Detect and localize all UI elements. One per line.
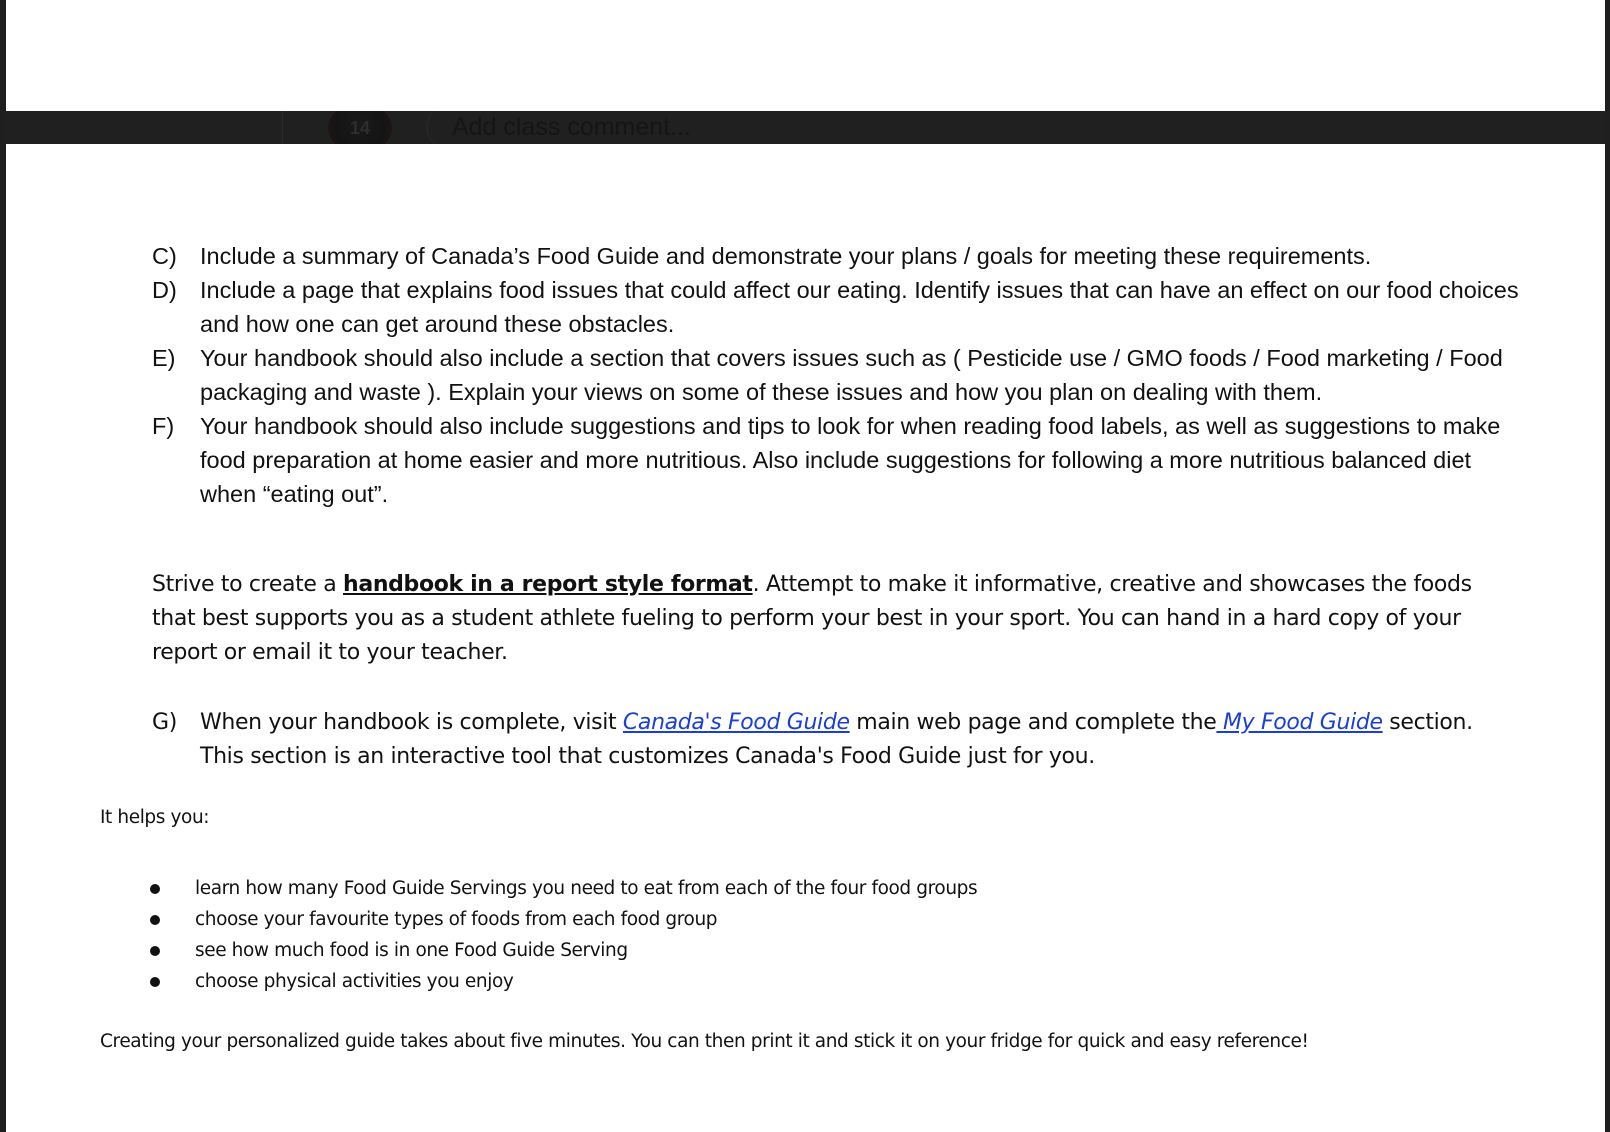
list-item-g <box>152 706 1512 774</box>
item-text <box>200 706 1512 774</box>
bullet-item <box>144 873 1144 904</box>
bullet-icon <box>150 977 160 987</box>
my-food-guide-link[interactable]: My Food Guide <box>1216 710 1383 735</box>
item-label: C) <box>152 243 177 269</box>
strive-paragraph <box>152 568 1512 670</box>
bullet-item <box>144 966 1144 997</box>
item-label: G) <box>152 710 177 735</box>
closing-paragraph: Creating your personalized guide takes about five minutes. You can then print it and stick it on your fridge for quick and easy reference! <box>100 1031 1309 1052</box>
bullet-text: see how much food is in one Food Guide Serving <box>195 940 628 961</box>
item-label: E) <box>152 345 176 371</box>
document-page <box>6 144 1605 1132</box>
requirements-list <box>152 239 1522 511</box>
strive-text-after: . Attempt to make it informative, creative and showcases the foods that best supports you as a student athlete fueling to perform your best in your sport. You can hand in a hard copy of your report or email it to your teacher. <box>152 572 1472 665</box>
item-g-text-2: main web page and complete the <box>849 710 1217 735</box>
helps-label: It helps you: <box>100 807 210 828</box>
item-text: Your handbook should also include a section that covers issues such as ( Pesticide use / GMO foods / Food marketing / Food packaging and waste ). Explain your views on some of these issues and how you plan on dealing with them. <box>200 345 1503 405</box>
bullet-text: learn how many Food Guide Servings you need to eat from each of the four food groups <box>195 878 978 899</box>
divider <box>282 111 283 144</box>
canadas-food-guide-link[interactable]: Canada's Food Guide <box>622 710 850 735</box>
bullet-icon <box>150 946 160 956</box>
bullet-list <box>144 873 1144 997</box>
item-text: Your handbook should also include suggestions and tips to look for when reading food labels, as well as suggestions to make food preparation at home easier and more nutritious. Also include suggestions for following a more nutritious balanced diet when “eating out”. <box>200 413 1501 507</box>
strive-text-before: Strive to create a <box>152 572 344 597</box>
item-text: Include a page that explains food issues that could affect our eating. Identify issues that can have an effect on our food choices and how one can get around these obstacles. <box>200 277 1519 337</box>
add-class-comment-input[interactable]: Add class comment... <box>426 111 1326 144</box>
bullet-item <box>144 904 1144 935</box>
bullet-icon <box>150 915 160 925</box>
bullet-text: choose your favourite types of foods from each food group <box>195 909 718 930</box>
list-item <box>152 273 1522 341</box>
strive-emphasis: handbook in a report style format <box>343 572 753 597</box>
avatar-label: 14 <box>349 117 371 138</box>
previous-page <box>6 0 1605 111</box>
avatar <box>328 111 392 144</box>
list-item <box>152 409 1522 511</box>
bullet-text: choose physical activities you enjoy <box>195 971 514 992</box>
class-comment-bar <box>6 111 1605 144</box>
item-g-text-1: When your handbook is complete, visit <box>200 710 623 735</box>
item-text: Include a summary of Canada’s Food Guide and demonstrate your plans / goals for meeting these requirements. <box>200 243 1372 269</box>
list-item <box>152 239 1522 273</box>
list-item <box>152 341 1522 409</box>
item-g-text-3: section. This section is an interactive tool that customizes Canada's Food Guide just for you. <box>200 710 1473 769</box>
item-label: D) <box>152 277 177 303</box>
item-label: F) <box>152 413 175 439</box>
bullet-icon <box>150 884 160 894</box>
bullet-item <box>144 935 1144 966</box>
